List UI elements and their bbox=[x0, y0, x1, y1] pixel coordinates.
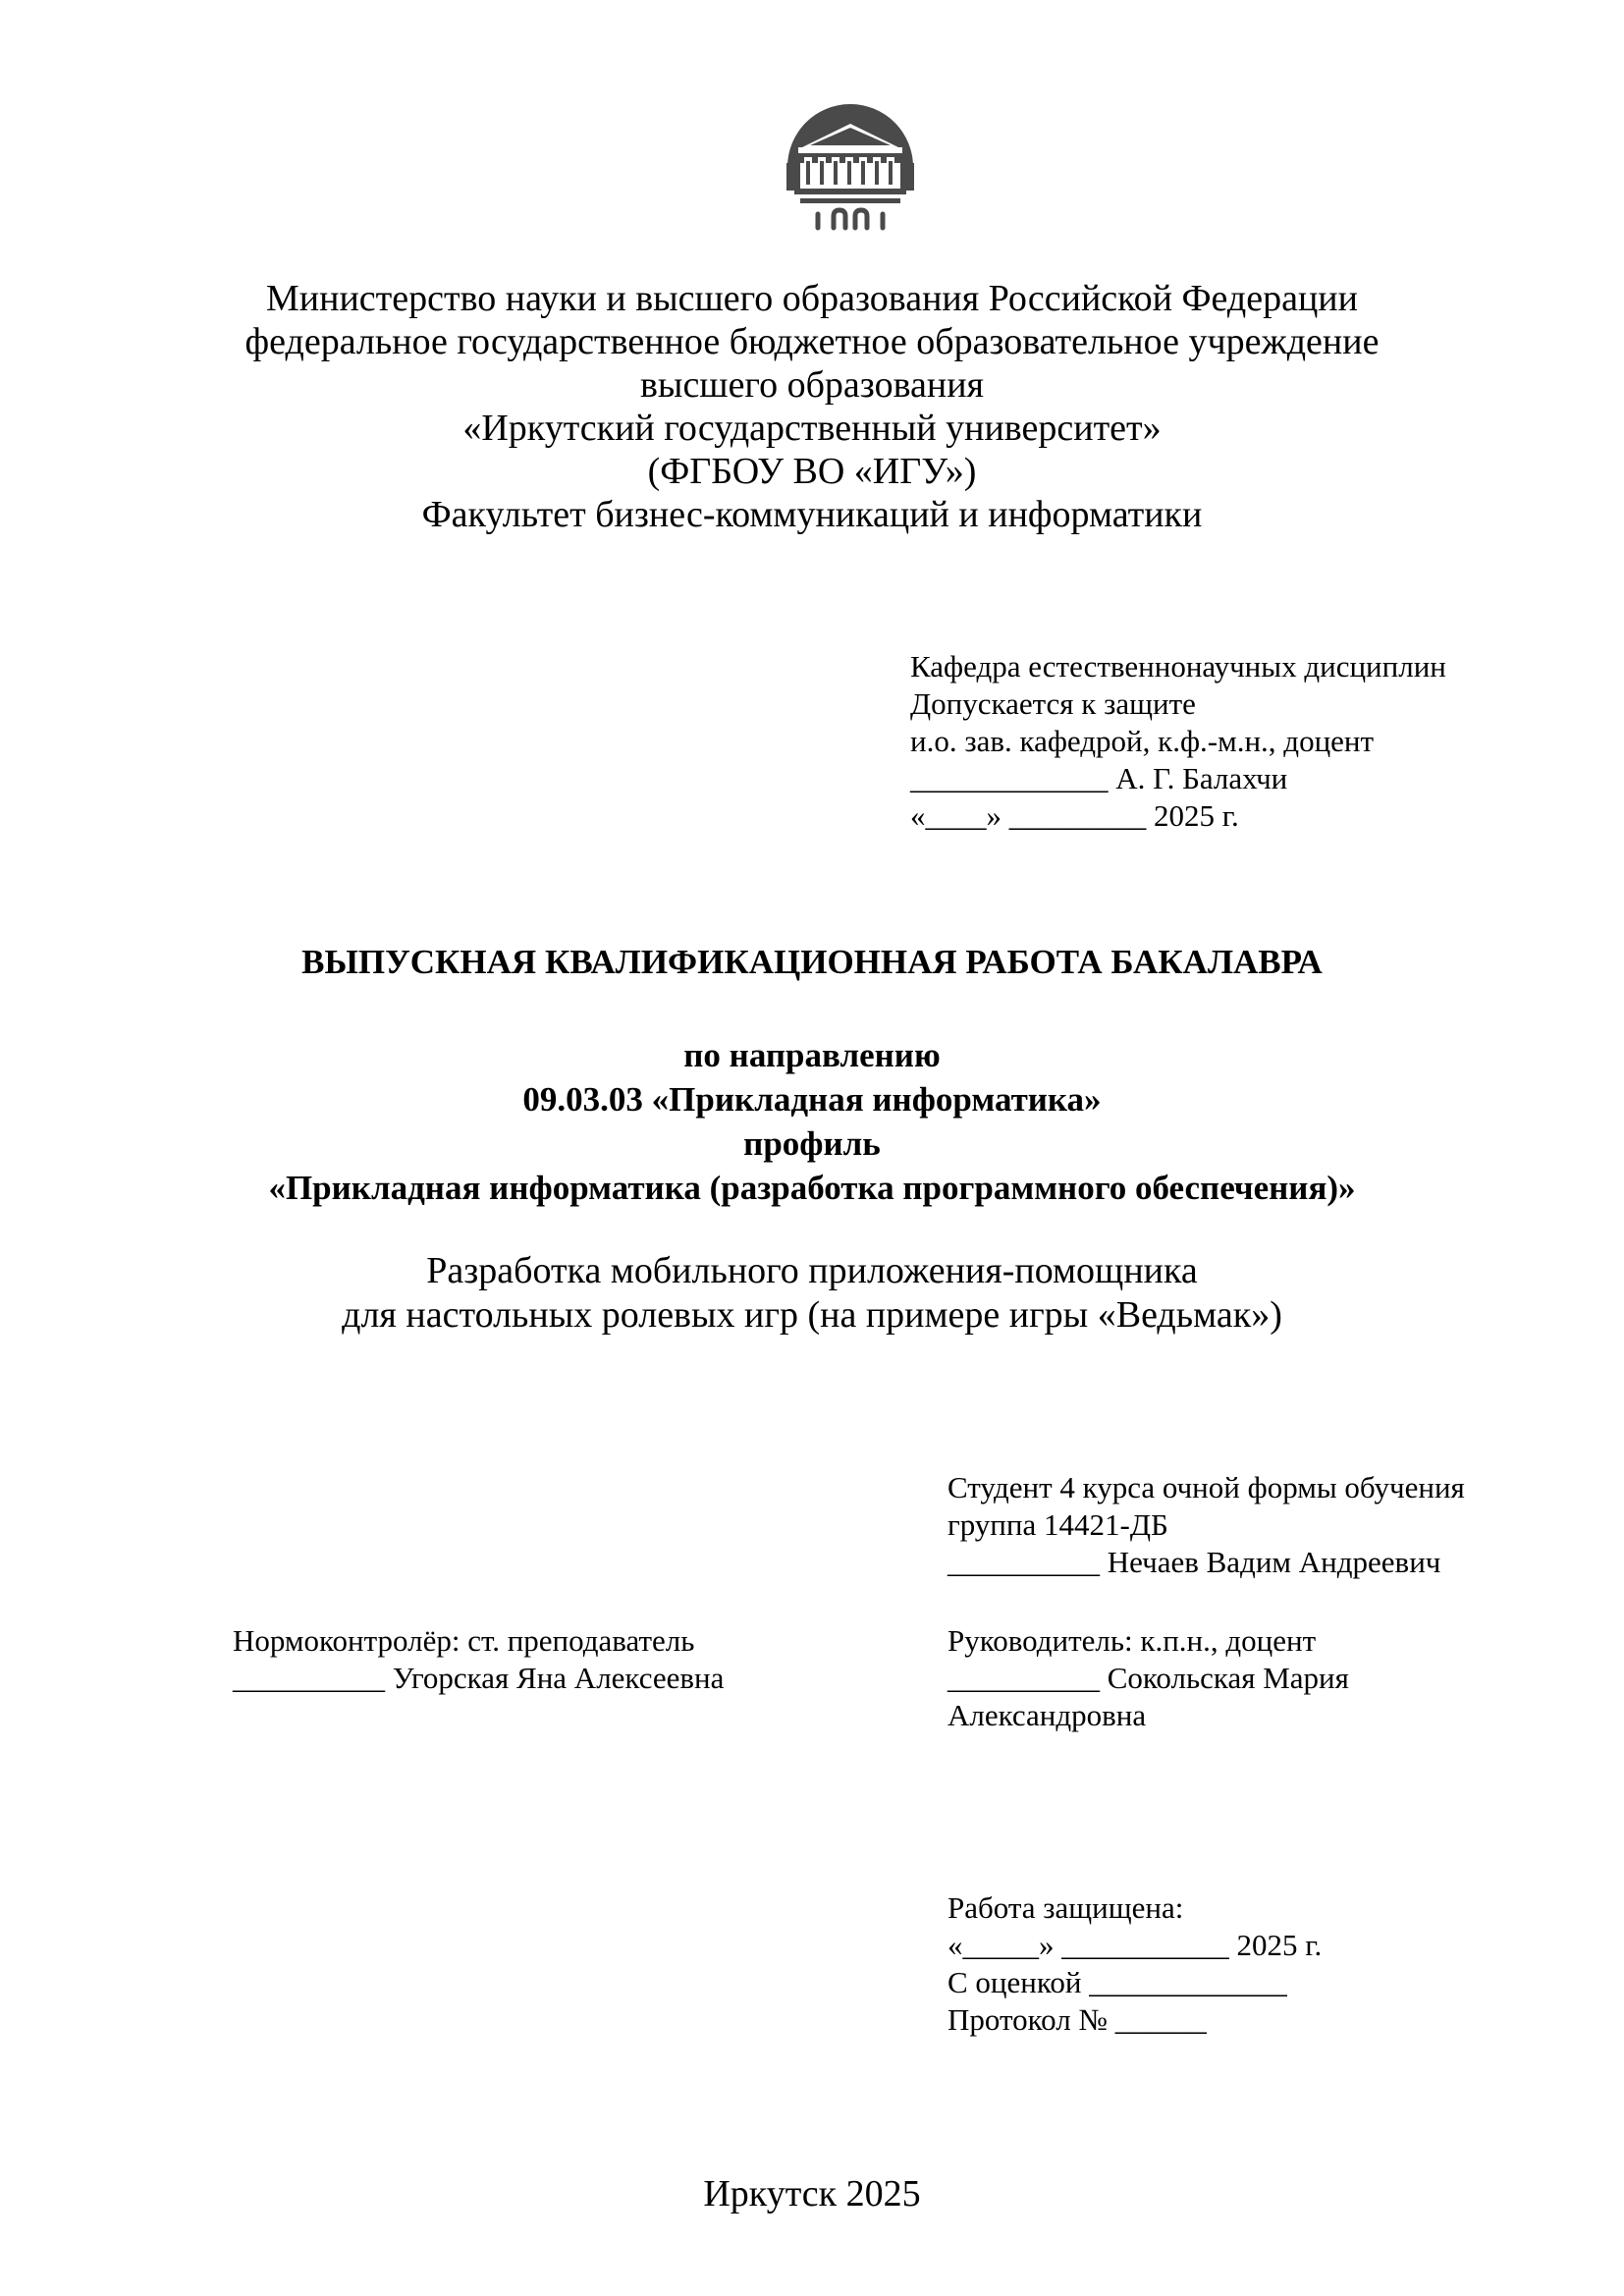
direction-line: по направлению bbox=[683, 1036, 941, 1074]
approval-line: и.о. зав. кафедрой, к.ф.-м.н., доцент bbox=[910, 724, 1375, 758]
approval-block bbox=[910, 648, 1446, 835]
topic-line: Разработка мобильного приложения-помощника bbox=[426, 1250, 1198, 1291]
header-line: Факультет бизнес-коммуникаций и информатики bbox=[421, 494, 1203, 535]
header-line: «Иркутский государственный университет» bbox=[462, 408, 1162, 449]
header-line: (ФГБОУ ВО «ИГУ») bbox=[647, 451, 977, 492]
normcontrol-line: Нормоконтролёр: ст. преподаватель bbox=[233, 1623, 695, 1658]
student-line: Студент 4 курса очной формы обучения bbox=[947, 1470, 1465, 1504]
topic-block bbox=[0, 1249, 1624, 1338]
approval-line: «____» _________ 2025 г. bbox=[910, 798, 1239, 833]
defense-line: Протокол № ______ bbox=[947, 2002, 1207, 2037]
university-logo-icon bbox=[781, 102, 920, 232]
student-block bbox=[947, 1469, 1465, 1581]
defense-block bbox=[947, 1889, 1322, 2039]
supervisor-line: Руководитель: к.п.н., доцент bbox=[947, 1623, 1317, 1658]
work-title: ВЫПУСКНАЯ КВАЛИФИКАЦИОННАЯ РАБОТА БАКАЛАВРА bbox=[301, 943, 1323, 981]
header-line: Министерство науки и высшего образования Российской Федерации bbox=[266, 278, 1358, 319]
supervisor-line: __________ Сокольская Мария bbox=[947, 1661, 1349, 1695]
student-line: __________ Нечаев Вадим Андреевич bbox=[947, 1545, 1441, 1579]
normcontrol-block bbox=[233, 1622, 724, 1697]
supervisor-line: Александровна bbox=[947, 1698, 1147, 1732]
direction-line: «Прикладная информатика (разработка программного обеспечения)» bbox=[268, 1169, 1356, 1207]
institution-header bbox=[0, 277, 1624, 536]
normcontrol-line: __________ Угорская Яна Алексеевна bbox=[233, 1661, 725, 1695]
defense-line: «_____» ___________ 2025 г. bbox=[947, 1928, 1323, 1962]
header-line: федеральное государственное бюджетное образовательное учреждение bbox=[244, 321, 1380, 362]
direction-line: 09.03.03 «Прикладная информатика» bbox=[522, 1080, 1102, 1119]
approval-line: Допускается к защите bbox=[910, 686, 1196, 721]
topic-line: для настольных ролевых игр (на примере игры «Ведьмак») bbox=[342, 1294, 1282, 1336]
direction-block bbox=[0, 1033, 1624, 1210]
header-line: высшего образования bbox=[639, 364, 985, 406]
approval-line: _____________ А. Г. Балахчи bbox=[910, 761, 1288, 795]
supervisor-block bbox=[947, 1622, 1349, 1734]
defense-line: Работа защищена: bbox=[947, 1890, 1184, 1925]
direction-line: профиль bbox=[743, 1124, 881, 1163]
defense-line: С оценкой _____________ bbox=[947, 1965, 1287, 1999]
city-year: Иркутск 2025 bbox=[703, 2173, 921, 2214]
student-line: группа 14421-ДБ bbox=[947, 1507, 1168, 1542]
approval-line: Кафедра естественнонаучных дисциплин bbox=[910, 649, 1446, 683]
